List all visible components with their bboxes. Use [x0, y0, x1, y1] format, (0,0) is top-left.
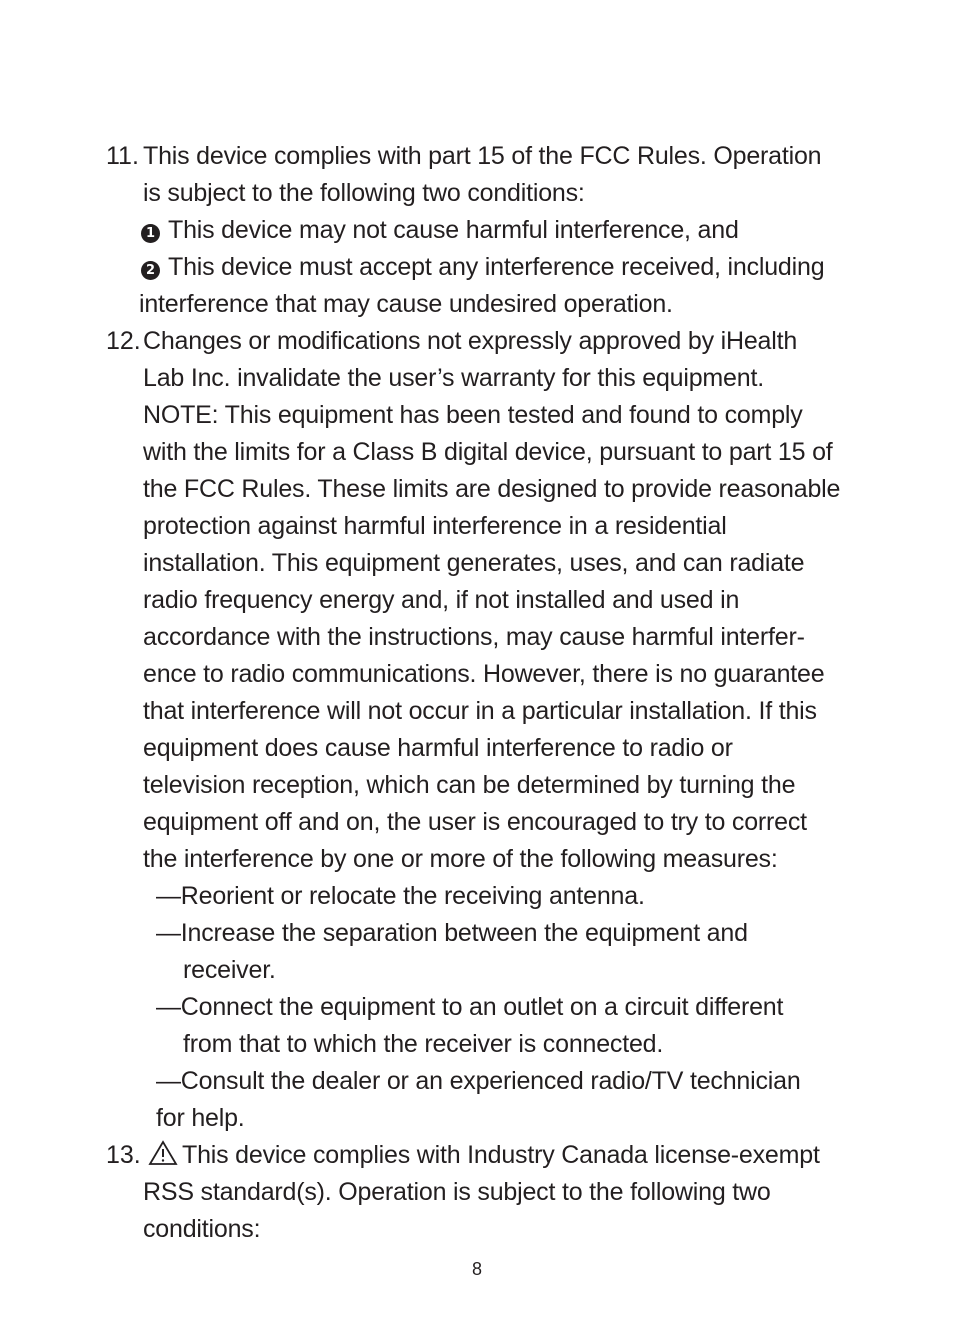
number-2-bullet-icon: 2: [141, 261, 160, 280]
note-line: NOTE: This equipment has been tested and found to comply: [143, 401, 803, 429]
measure-consult-cont: for help.: [156, 1104, 245, 1132]
item-13-line: This device complies with Industry Canada license-exempt: [182, 1141, 820, 1169]
condition-2-continuation: interference that may cause undesired operation.: [139, 290, 673, 318]
item-11-line: is subject to the following two conditions:: [143, 179, 585, 207]
condition-1: [141, 212, 739, 249]
note-line: the interference by one or more of the following measures:: [143, 845, 778, 873]
note-line: ence to radio communications. However, there is no guarantee: [143, 660, 825, 688]
note-line: radio frequency energy and, if not installed and used in: [143, 586, 740, 614]
measure-separation-cont: receiver.: [183, 956, 276, 984]
item-11-line: This device complies with part 15 of the FCC Rules. Operation: [143, 142, 822, 170]
item-12-number: 12.: [106, 327, 141, 355]
measure-consult: —Consult the dealer or an experienced radio/TV technician: [156, 1067, 801, 1095]
item-13-number: 13.: [106, 1141, 141, 1169]
item-12-line: Changes or modifications not expressly approved by iHealth: [143, 327, 798, 355]
condition-2: [141, 249, 824, 286]
note-line: protection against harmful interference in a residential: [143, 512, 727, 540]
item-11-number: 11.: [106, 142, 139, 170]
measure-reorient: —Reorient or relocate the receiving antenna.: [156, 882, 645, 910]
note-line: equipment does cause harmful interference to radio or: [143, 734, 733, 762]
item-13-line: conditions:: [143, 1215, 261, 1243]
measure-outlet-cont: from that to which the receiver is connected.: [183, 1030, 664, 1058]
condition-2-text: This device must accept any interference received, including: [168, 253, 825, 281]
note-line: the FCC Rules. These limits are designed to provide reasonable: [143, 475, 841, 503]
note-line: installation. This equipment generates, uses, and can radiate: [143, 549, 805, 577]
page-number: 8: [471, 1259, 482, 1279]
item-12-line: Lab Inc. invalidate the user’s warranty for this equipment.: [143, 364, 764, 392]
note-line: television reception, which can be determined by turning the: [143, 771, 796, 799]
measure-outlet: —Connect the equipment to an outlet on a circuit different: [156, 993, 784, 1021]
note-line: accordance with the instructions, may cause harmful interfer-: [143, 623, 805, 651]
note-line: with the limits for a Class B digital device, pursuant to part 15 of: [143, 438, 833, 466]
warning-triangle-icon: [148, 1140, 178, 1166]
measure-separation: —Increase the separation between the equipment and: [156, 919, 748, 947]
note-line: that interference will not occur in a particular installation. If this: [143, 697, 817, 725]
condition-1-text: This device may not cause harmful interference, and: [168, 216, 739, 244]
item-13-line: RSS standard(s). Operation is subject to the following two: [143, 1178, 771, 1206]
item-13-first-line: [148, 1137, 820, 1174]
note-line: equipment off and on, the user is encouraged to try to correct: [143, 808, 807, 836]
number-1-bullet-icon: 1: [141, 224, 160, 243]
